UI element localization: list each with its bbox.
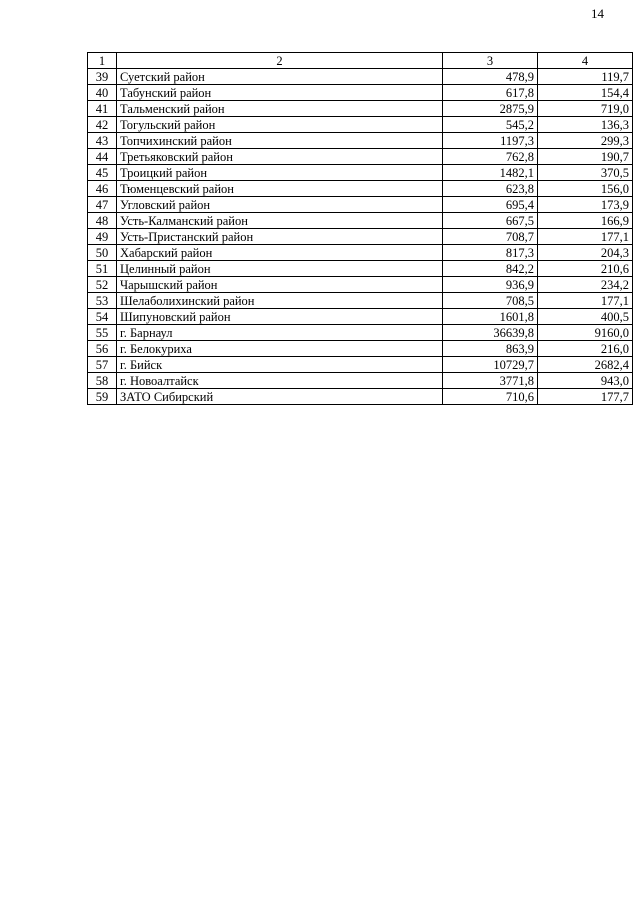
table-row — [88, 165, 633, 181]
value-col3: 3771,8 — [443, 373, 538, 389]
value-col3: 2875,9 — [443, 101, 538, 117]
district-name: г. Бийск — [117, 357, 443, 373]
district-name: Третьяковский район — [117, 149, 443, 165]
table-header-row — [88, 53, 633, 69]
value-col3: 478,9 — [443, 69, 538, 85]
district-name: Хабарский район — [117, 245, 443, 261]
table-row — [88, 213, 633, 229]
value-col3: 1601,8 — [443, 309, 538, 325]
row-number: 45 — [88, 165, 117, 181]
table-row — [88, 101, 633, 117]
value-col4: 9160,0 — [538, 325, 633, 341]
district-name: Тогульский район — [117, 117, 443, 133]
row-number: 46 — [88, 181, 117, 197]
district-name: г. Барнаул — [117, 325, 443, 341]
value-col3: 863,9 — [443, 341, 538, 357]
district-name: Шипуновский район — [117, 309, 443, 325]
row-number: 56 — [88, 341, 117, 357]
value-col3: 36639,8 — [443, 325, 538, 341]
value-col4: 177,1 — [538, 293, 633, 309]
district-name: Тальменский район — [117, 101, 443, 117]
column-header-2: 2 — [117, 53, 443, 69]
row-number: 43 — [88, 133, 117, 149]
page-number: 14 — [591, 6, 604, 21]
data-table — [87, 52, 633, 405]
table-row — [88, 373, 633, 389]
district-name: г. Новоалтайск — [117, 373, 443, 389]
value-col4: 166,9 — [538, 213, 633, 229]
value-col3: 762,8 — [443, 149, 538, 165]
value-col4: 154,4 — [538, 85, 633, 101]
row-number: 54 — [88, 309, 117, 325]
value-col3: 667,5 — [443, 213, 538, 229]
value-col3: 1482,1 — [443, 165, 538, 181]
row-number: 39 — [88, 69, 117, 85]
district-name: Шелаболихинский район — [117, 293, 443, 309]
table-row — [88, 261, 633, 277]
row-number: 47 — [88, 197, 117, 213]
district-name: Целинный район — [117, 261, 443, 277]
value-col3: 710,6 — [443, 389, 538, 405]
column-header-1: 1 — [88, 53, 117, 69]
row-number: 59 — [88, 389, 117, 405]
table-row — [88, 229, 633, 245]
value-col3: 617,8 — [443, 85, 538, 101]
value-col3: 708,5 — [443, 293, 538, 309]
table-row — [88, 197, 633, 213]
row-number: 58 — [88, 373, 117, 389]
district-name: Усть-Пристанский район — [117, 229, 443, 245]
row-number: 57 — [88, 357, 117, 373]
value-col4: 216,0 — [538, 341, 633, 357]
table-row — [88, 389, 633, 405]
value-col4: 299,3 — [538, 133, 633, 149]
value-col4: 943,0 — [538, 373, 633, 389]
value-col3: 936,9 — [443, 277, 538, 293]
value-col3: 817,3 — [443, 245, 538, 261]
row-number: 40 — [88, 85, 117, 101]
value-col4: 119,7 — [538, 69, 633, 85]
district-name: Топчихинский район — [117, 133, 443, 149]
table-row — [88, 181, 633, 197]
value-col3: 708,7 — [443, 229, 538, 245]
value-col4: 210,6 — [538, 261, 633, 277]
value-col3: 623,8 — [443, 181, 538, 197]
value-col3: 695,4 — [443, 197, 538, 213]
row-number: 49 — [88, 229, 117, 245]
district-name: Табунский район — [117, 85, 443, 101]
value-col4: 370,5 — [538, 165, 633, 181]
table-row — [88, 293, 633, 309]
column-header-4: 4 — [538, 53, 633, 69]
value-col4: 136,3 — [538, 117, 633, 133]
row-number: 55 — [88, 325, 117, 341]
district-name: ЗАТО Сибирский — [117, 389, 443, 405]
table-row — [88, 277, 633, 293]
row-number: 51 — [88, 261, 117, 277]
district-name: Усть-Калманский район — [117, 213, 443, 229]
table-row — [88, 149, 633, 165]
table-row — [88, 325, 633, 341]
value-col3: 545,2 — [443, 117, 538, 133]
value-col4: 177,1 — [538, 229, 633, 245]
row-number: 50 — [88, 245, 117, 261]
table-row — [88, 357, 633, 373]
table-row — [88, 341, 633, 357]
table-row — [88, 85, 633, 101]
row-number: 44 — [88, 149, 117, 165]
district-name: Троицкий район — [117, 165, 443, 181]
value-col3: 1197,3 — [443, 133, 538, 149]
column-header-3: 3 — [443, 53, 538, 69]
row-number: 42 — [88, 117, 117, 133]
row-number: 48 — [88, 213, 117, 229]
value-col3: 10729,7 — [443, 357, 538, 373]
table-body — [88, 53, 633, 405]
district-name: Суетский район — [117, 69, 443, 85]
district-name: Тюменцевский район — [117, 181, 443, 197]
value-col4: 173,9 — [538, 197, 633, 213]
row-number: 52 — [88, 277, 117, 293]
table-row — [88, 309, 633, 325]
value-col3: 842,2 — [443, 261, 538, 277]
value-col4: 2682,4 — [538, 357, 633, 373]
district-name: Угловский район — [117, 197, 443, 213]
district-name: Чарышский район — [117, 277, 443, 293]
table-row — [88, 133, 633, 149]
row-number: 53 — [88, 293, 117, 309]
value-col4: 204,3 — [538, 245, 633, 261]
value-col4: 190,7 — [538, 149, 633, 165]
value-col4: 177,7 — [538, 389, 633, 405]
district-name: г. Белокуриха — [117, 341, 443, 357]
row-number: 41 — [88, 101, 117, 117]
table-row — [88, 69, 633, 85]
table-row — [88, 245, 633, 261]
value-col4: 156,0 — [538, 181, 633, 197]
value-col4: 400,5 — [538, 309, 633, 325]
value-col4: 719,0 — [538, 101, 633, 117]
value-col4: 234,2 — [538, 277, 633, 293]
table-row — [88, 117, 633, 133]
